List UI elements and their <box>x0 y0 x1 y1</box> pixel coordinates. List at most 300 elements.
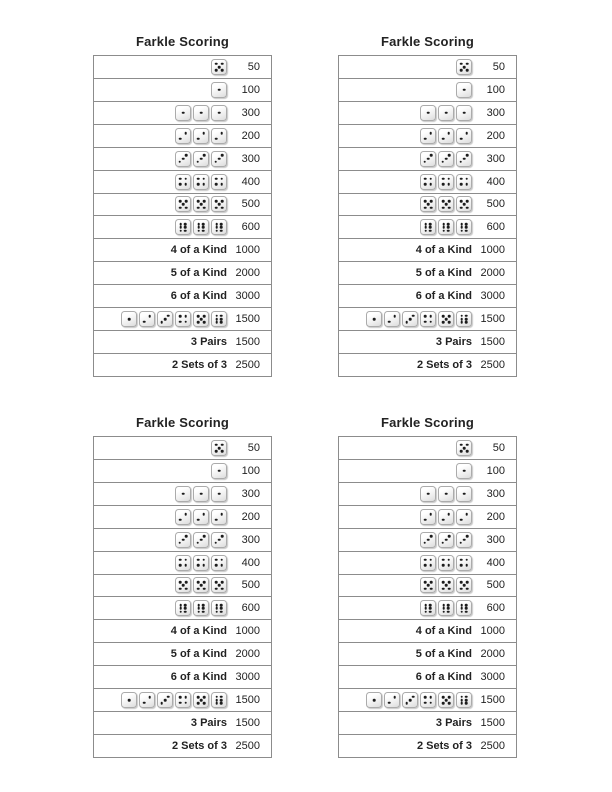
row-label: 6 of a Kind <box>170 290 227 303</box>
die-3-icon <box>157 692 173 708</box>
row-label: 3 Pairs <box>190 336 227 349</box>
row-score: 1500 <box>480 336 505 349</box>
pip <box>221 206 224 209</box>
die-3-icon <box>193 151 209 167</box>
row-content <box>175 555 227 571</box>
pip <box>460 178 463 181</box>
dice-group <box>121 311 227 327</box>
row-content <box>436 717 472 729</box>
pip <box>200 318 203 321</box>
die-1-icon <box>211 82 227 98</box>
dice-group <box>456 59 472 75</box>
die-5-icon <box>438 196 454 212</box>
pip <box>424 701 427 704</box>
pip <box>203 154 206 157</box>
pip <box>445 203 448 206</box>
pip <box>424 200 427 203</box>
row-label: 2 Sets of 3 <box>416 358 472 371</box>
die-2-icon <box>211 128 227 144</box>
pip <box>447 178 450 181</box>
pip <box>215 223 218 226</box>
pip <box>214 542 217 545</box>
pip <box>465 699 468 702</box>
die-1-icon <box>175 105 191 121</box>
pip <box>215 315 218 318</box>
row-content <box>366 311 472 327</box>
pip <box>442 518 445 521</box>
pip <box>179 223 182 226</box>
row-score: 3000 <box>480 671 505 684</box>
scoring-table <box>93 55 272 377</box>
table-row <box>94 216 271 239</box>
pip <box>445 493 448 496</box>
die-3-icon <box>211 151 227 167</box>
pip <box>463 203 466 206</box>
row-content <box>456 59 472 75</box>
pip <box>465 321 468 324</box>
pip <box>184 610 187 613</box>
die-2-icon <box>384 692 400 708</box>
pip <box>215 587 218 590</box>
pip <box>200 699 203 702</box>
die-6-icon <box>175 219 191 235</box>
pip <box>463 584 466 587</box>
row-content <box>175 151 227 167</box>
table-row <box>339 148 516 171</box>
pip <box>460 206 463 209</box>
pip <box>220 321 223 324</box>
pip <box>128 318 131 321</box>
die-4-icon <box>211 555 227 571</box>
pip <box>215 702 218 705</box>
die-1-icon <box>420 105 436 121</box>
pip <box>203 587 206 590</box>
table-row <box>339 194 516 217</box>
die-5-icon <box>438 311 454 327</box>
row-score: 300 <box>241 487 260 500</box>
pip <box>429 178 432 181</box>
pip <box>218 538 221 541</box>
row-content <box>420 219 472 235</box>
pip <box>215 581 218 584</box>
row-score: 2000 <box>235 648 260 661</box>
die-3-icon <box>456 532 472 548</box>
card-title: Farkle Scoring <box>380 34 475 49</box>
pip <box>442 178 445 181</box>
pip <box>460 137 463 140</box>
pip <box>220 229 223 232</box>
die-6-icon <box>456 219 472 235</box>
pip <box>424 183 427 186</box>
pip <box>427 203 430 206</box>
die-3-icon <box>420 151 436 167</box>
pip <box>442 226 445 229</box>
row-score: 1500 <box>235 694 260 707</box>
table-row <box>94 285 271 308</box>
pip <box>197 137 200 140</box>
pip <box>445 699 448 702</box>
dice-group <box>175 105 227 121</box>
dice-group <box>175 555 227 571</box>
die-5-icon <box>193 577 209 593</box>
pip <box>447 229 450 232</box>
pip <box>424 223 427 226</box>
table-row <box>339 460 516 483</box>
pip <box>430 587 433 590</box>
pip <box>442 696 445 699</box>
pip <box>215 318 218 321</box>
pip <box>442 610 445 613</box>
pip <box>465 604 468 607</box>
row-score: 1500 <box>235 717 260 730</box>
row-score: 100 <box>486 464 505 477</box>
pip <box>459 161 462 164</box>
dice-group <box>420 555 472 571</box>
pip <box>215 696 218 699</box>
table-row <box>339 689 516 712</box>
row-content <box>420 577 472 593</box>
table-row <box>94 171 271 194</box>
dice-group <box>175 577 227 593</box>
row-score: 2000 <box>235 267 260 280</box>
pip <box>197 206 200 209</box>
pip <box>215 518 218 521</box>
pip <box>200 584 203 587</box>
pip <box>388 321 391 324</box>
row-label: 5 of a Kind <box>170 267 227 280</box>
pip <box>179 229 182 232</box>
pip <box>185 154 188 157</box>
die-2-icon <box>211 509 227 525</box>
die-4-icon <box>175 692 191 708</box>
pip <box>203 200 206 203</box>
row-score: 300 <box>241 152 260 165</box>
pip <box>160 321 163 324</box>
pip <box>179 587 182 590</box>
pip <box>215 607 218 610</box>
row-label: 6 of a Kind <box>170 671 227 684</box>
table-row <box>94 643 271 666</box>
row-content <box>172 359 227 371</box>
pip <box>215 229 218 232</box>
pip <box>448 696 451 699</box>
table-row <box>339 437 516 460</box>
row-content <box>456 440 472 456</box>
row-label: 2 Sets of 3 <box>171 739 227 752</box>
row-label: 3 Pairs <box>435 717 472 730</box>
pip <box>460 604 463 607</box>
die-5-icon <box>193 311 209 327</box>
pip <box>184 696 187 699</box>
pip <box>215 206 218 209</box>
pip <box>463 470 466 473</box>
row-label: 4 of a Kind <box>170 244 227 257</box>
die-4-icon <box>456 555 472 571</box>
die-5-icon <box>456 196 472 212</box>
pip <box>465 559 468 562</box>
pip <box>429 564 432 567</box>
pip <box>218 203 221 206</box>
pip <box>460 229 463 232</box>
table-row <box>339 552 516 575</box>
pip <box>424 206 427 209</box>
pip <box>460 702 463 705</box>
pip <box>430 154 433 157</box>
pip <box>149 315 152 318</box>
pip <box>429 229 432 232</box>
pip <box>221 450 224 453</box>
pip <box>197 607 200 610</box>
dice-group <box>420 509 472 525</box>
pip <box>200 157 203 160</box>
dice-group <box>211 463 227 479</box>
row-score: 1500 <box>235 336 260 349</box>
pip <box>202 610 205 613</box>
pip <box>466 444 469 447</box>
pip <box>214 161 217 164</box>
die-4-icon <box>175 311 191 327</box>
pip <box>179 604 182 607</box>
pip <box>179 137 182 140</box>
pip <box>448 206 451 209</box>
pip <box>445 584 448 587</box>
pip <box>445 538 448 541</box>
row-content <box>211 463 227 479</box>
die-4-icon <box>193 174 209 190</box>
card-title: Farkle Scoring <box>135 415 230 430</box>
pip <box>448 513 451 516</box>
pip <box>427 538 430 541</box>
pip <box>215 183 218 186</box>
dice-group <box>420 219 472 235</box>
dice-group <box>366 311 472 327</box>
pip <box>184 226 187 229</box>
dice-group <box>420 486 472 502</box>
table-row <box>339 354 516 376</box>
pip <box>179 610 182 613</box>
dice-group <box>456 463 472 479</box>
pip <box>197 223 200 226</box>
pip <box>430 206 433 209</box>
table-row <box>339 308 516 331</box>
pip <box>442 200 445 203</box>
pip <box>424 320 427 323</box>
pip <box>447 610 450 613</box>
dice-group <box>420 577 472 593</box>
pip <box>185 535 188 538</box>
die-3-icon <box>438 151 454 167</box>
row-score: 2500 <box>480 358 505 371</box>
pip <box>203 315 206 318</box>
row-score: 200 <box>486 129 505 142</box>
die-5-icon <box>193 196 209 212</box>
pip <box>447 183 450 186</box>
scoring-table <box>338 55 517 377</box>
pip <box>442 702 445 705</box>
pip <box>427 112 430 115</box>
die-4-icon <box>456 174 472 190</box>
row-content <box>121 311 227 327</box>
table-row <box>94 620 271 643</box>
die-3-icon <box>157 311 173 327</box>
table-row <box>94 666 271 689</box>
die-2-icon <box>420 128 436 144</box>
die-5-icon <box>438 692 454 708</box>
die-2-icon <box>384 311 400 327</box>
pip <box>460 63 463 66</box>
die-3-icon <box>211 532 227 548</box>
row-score: 2500 <box>235 358 260 371</box>
pip <box>149 696 152 699</box>
pip <box>442 137 445 140</box>
table-row <box>94 262 271 285</box>
pip <box>466 200 469 203</box>
table-row <box>339 79 516 102</box>
die-6-icon <box>456 692 472 708</box>
table-row <box>94 437 271 460</box>
row-label: 5 of a Kind <box>170 648 227 661</box>
dice-group <box>420 128 472 144</box>
die-5-icon <box>456 440 472 456</box>
pip <box>215 178 218 181</box>
row-score: 500 <box>486 198 505 211</box>
pip <box>460 223 463 226</box>
row-content <box>417 740 472 752</box>
pip <box>465 183 468 186</box>
pip <box>423 542 426 545</box>
pip <box>460 607 463 610</box>
pip <box>203 206 206 209</box>
pip <box>185 132 188 135</box>
row-content <box>420 105 472 121</box>
row-label: 4 of a Kind <box>415 625 472 638</box>
pip <box>164 699 167 702</box>
die-6-icon <box>456 311 472 327</box>
row-score: 300 <box>241 533 260 546</box>
row-score: 300 <box>486 106 505 119</box>
pip <box>460 69 463 72</box>
pip <box>164 318 167 321</box>
pip <box>460 444 463 447</box>
die-1-icon <box>193 486 209 502</box>
dice-group <box>420 600 472 616</box>
pip <box>182 493 185 496</box>
pip <box>463 89 466 92</box>
pip <box>460 318 463 321</box>
pip <box>221 69 224 72</box>
die-2-icon <box>175 509 191 525</box>
pip <box>465 607 468 610</box>
row-label: 2 Sets of 3 <box>416 739 472 752</box>
pip <box>215 450 218 453</box>
pip <box>128 699 131 702</box>
table-row <box>94 735 271 757</box>
pip <box>202 183 205 186</box>
die-4-icon <box>175 174 191 190</box>
die-6-icon <box>175 600 191 616</box>
pip <box>203 535 206 538</box>
pip <box>179 206 182 209</box>
row-content <box>191 336 227 348</box>
pip <box>202 178 205 181</box>
pip <box>215 564 218 567</box>
row-content <box>420 151 472 167</box>
row-score: 300 <box>486 487 505 500</box>
die-6-icon <box>420 600 436 616</box>
pip <box>184 701 187 704</box>
pip <box>220 178 223 181</box>
pip <box>221 444 224 447</box>
pip <box>184 229 187 232</box>
pip <box>178 542 181 545</box>
pip <box>442 229 445 232</box>
table-row <box>339 102 516 125</box>
pip <box>197 604 200 607</box>
farkle-card <box>338 34 517 377</box>
pip <box>197 581 200 584</box>
row-score: 50 <box>247 60 260 73</box>
dice-group <box>211 59 227 75</box>
table-row <box>339 712 516 735</box>
pip <box>182 157 185 160</box>
table-row <box>339 666 516 689</box>
pip <box>466 450 469 453</box>
pip <box>430 535 433 538</box>
die-1-icon <box>438 486 454 502</box>
pip <box>466 154 469 157</box>
row-content <box>171 290 227 302</box>
row-label: 6 of a Kind <box>415 671 472 684</box>
farkle-card <box>93 415 272 758</box>
row-score: 200 <box>486 510 505 523</box>
pip <box>466 63 469 66</box>
row-content <box>420 600 472 616</box>
row-score: 100 <box>486 83 505 96</box>
pip <box>215 69 218 72</box>
pip <box>460 696 463 699</box>
row-content <box>456 463 472 479</box>
dice-group <box>175 196 227 212</box>
table-row <box>94 597 271 620</box>
row-score: 400 <box>241 175 260 188</box>
pip <box>442 315 445 318</box>
pip <box>460 226 463 229</box>
pip <box>167 696 170 699</box>
die-4-icon <box>193 555 209 571</box>
pip <box>405 702 408 705</box>
pip <box>196 542 199 545</box>
row-content <box>456 82 472 98</box>
pip <box>442 223 445 226</box>
pip <box>424 581 427 584</box>
table-row <box>94 308 271 331</box>
pip <box>442 183 445 186</box>
pip <box>197 518 200 521</box>
row-content <box>175 219 227 235</box>
pip <box>184 559 187 562</box>
pip <box>218 112 221 115</box>
pip <box>197 183 200 186</box>
pip <box>179 701 182 704</box>
pip <box>197 587 200 590</box>
pip <box>460 200 463 203</box>
table-row <box>339 643 516 666</box>
pip <box>185 200 188 203</box>
pip <box>442 559 445 562</box>
row-content <box>175 509 227 525</box>
pip <box>409 318 412 321</box>
pip <box>178 161 181 164</box>
